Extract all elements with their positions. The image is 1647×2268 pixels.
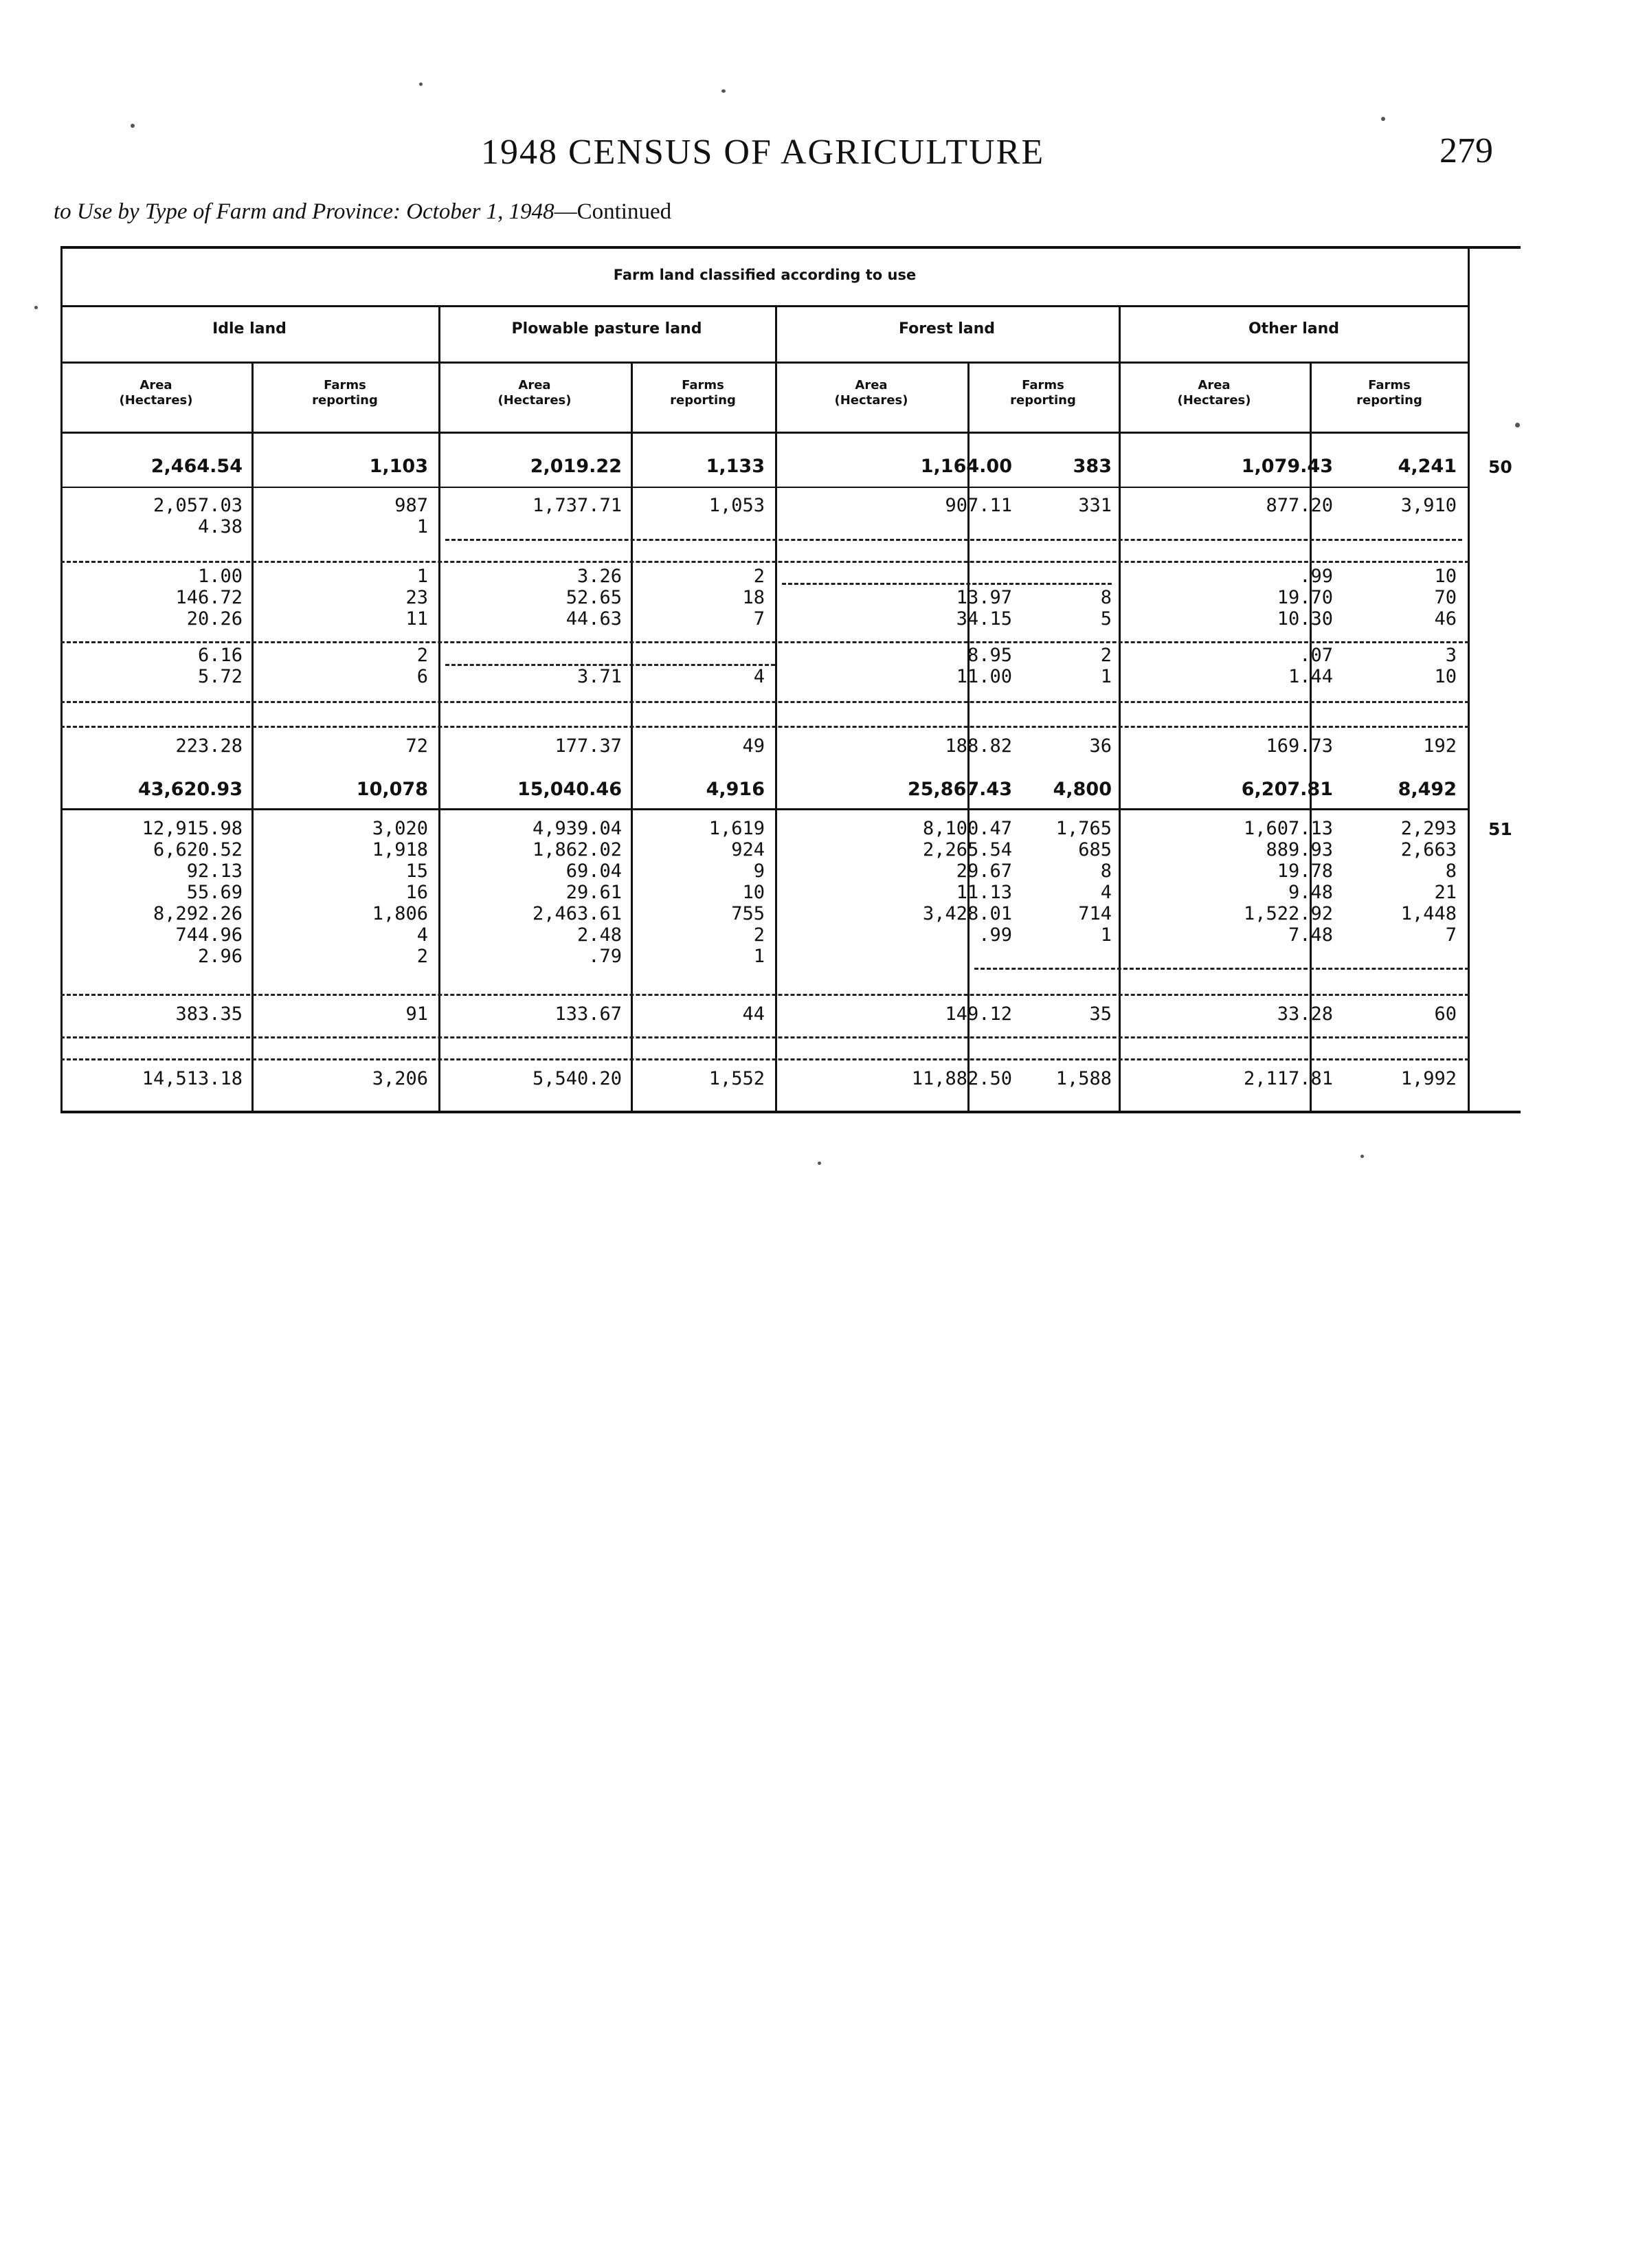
table-cell: 2,019.22 <box>530 456 622 477</box>
table-cell: 3,910 <box>1400 495 1457 516</box>
scan-speck <box>1360 1155 1364 1158</box>
table-cell: 2 6 <box>416 645 428 687</box>
table-cell: 2,293 2,663 8 21 1,448 7 <box>1400 818 1457 946</box>
scan-speck <box>419 82 423 86</box>
table-cell: 1,053 <box>708 495 765 516</box>
dashed-separator <box>60 994 1469 996</box>
table-cell: 8 5 <box>1100 587 1112 630</box>
table-cell: 4,916 <box>706 779 765 800</box>
table-cell: 12,915.98 6,620.52 92.13 55.69 8,292.26 744.96 2.96 <box>142 818 243 967</box>
dashed-separator <box>782 583 1112 585</box>
group-header-pasture: Plowable pasture land <box>511 320 702 337</box>
table-cell: 8,100.47 2,265.54 29.67 11.13 3,428.01 .99 <box>922 818 1012 946</box>
table-cell: 223.28 <box>175 735 243 757</box>
group-head-rule <box>60 362 1469 364</box>
table-cell: 2,117.81 <box>1243 1068 1333 1089</box>
sub-header-farms: Farms reporting <box>1010 378 1076 408</box>
dashed-separator <box>445 539 1462 541</box>
right-border <box>1468 246 1470 1113</box>
dashed-separator <box>974 968 1469 970</box>
table-cell: .99 19.70 10.30 <box>1277 566 1333 630</box>
table-cell: 36 <box>1089 735 1112 757</box>
sub-header-area: Area (Hectares) <box>1177 378 1251 408</box>
table-cell: 6,207.81 <box>1241 779 1333 800</box>
col-divider <box>251 362 254 1113</box>
super-header: Farm land classified according to use <box>613 267 917 283</box>
table-cell: 1 23 11 <box>405 566 428 630</box>
table-cell: 192 <box>1423 735 1457 757</box>
sub-header-farms: Farms reporting <box>1356 378 1422 408</box>
row6-bottom-rule <box>60 808 1469 810</box>
data-table <box>60 246 1521 1113</box>
table-cell: 987 1 <box>394 495 428 537</box>
table-cell: 91 <box>405 1003 428 1025</box>
dashed-separator <box>60 701 1469 703</box>
table-cell: 72 <box>405 735 428 757</box>
left-border <box>60 246 63 1113</box>
table-cell: 1,079.43 <box>1241 456 1333 477</box>
table-cell: 1,552 <box>708 1068 765 1089</box>
table-cell: 3 10 <box>1434 645 1457 687</box>
table-cell: 2 1 <box>1100 645 1112 687</box>
table-cell: 60 <box>1434 1003 1457 1025</box>
dashed-separator <box>60 641 1469 643</box>
table-cell: 4 <box>753 666 765 687</box>
group-header-idle: Idle land <box>212 320 287 337</box>
row1-bottom-rule <box>60 487 1469 488</box>
table-cell: 8,492 <box>1398 779 1457 800</box>
subtitle-text: to Use by Type of Farm and Province: October 1, 1948 <box>54 199 554 224</box>
col-divider <box>775 305 777 1113</box>
sub-header-area: Area (Hectares) <box>834 378 908 408</box>
table-cell: .07 1.44 <box>1288 645 1333 687</box>
scan-speck <box>34 306 38 309</box>
table-cell: 1,765 685 8 4 714 1 <box>1055 818 1112 946</box>
header-bottom-rule <box>60 432 1469 434</box>
scan-speck <box>131 124 135 128</box>
table-top-rule <box>60 246 1521 249</box>
table-cell: 11,882.50 <box>911 1068 1012 1089</box>
sub-header-farms: Farms reporting <box>670 378 736 408</box>
table-cell: 3.26 52.65 44.63 <box>565 566 622 630</box>
col-divider <box>1119 305 1121 1113</box>
dashed-separator <box>60 561 1469 563</box>
super-head-rule <box>60 305 1469 307</box>
table-cell: 35 <box>1089 1003 1112 1025</box>
table-cell: 8.95 11.00 <box>956 645 1012 687</box>
line-number: 51 <box>1488 819 1512 839</box>
table-cell: 10 70 46 <box>1434 566 1457 630</box>
table-cell: 2 18 7 <box>742 566 765 630</box>
table-cell: 877.20 <box>1266 495 1333 516</box>
page-number: 279 <box>1439 131 1493 170</box>
table-cell: 1.00 146.72 20.26 <box>175 566 243 630</box>
table-subtitle <box>54 199 671 225</box>
table-cell: 49 <box>742 735 765 757</box>
table-cell: 383 <box>1073 456 1112 477</box>
table-cell: 331 <box>1078 495 1112 516</box>
dashed-separator <box>60 1058 1469 1060</box>
subtitle-suffix: —Continued <box>554 199 672 224</box>
table-cell: 907.11 <box>945 495 1012 516</box>
table-cell: 3,206 <box>372 1068 428 1089</box>
group-header-other: Other land <box>1248 320 1340 337</box>
table-cell: 1,992 <box>1400 1068 1457 1089</box>
table-cell: 6.16 5.72 <box>197 645 243 687</box>
table-cell: 133.67 <box>554 1003 622 1025</box>
table-cell: 15,040.46 <box>517 779 622 800</box>
scan-speck <box>818 1161 821 1165</box>
scan-speck <box>721 89 726 93</box>
table-cell: 25,867.43 <box>907 779 1012 800</box>
table-cell: 177.37 <box>554 735 622 757</box>
scan-speck <box>1515 423 1520 427</box>
table-cell: 1,103 <box>369 456 428 477</box>
col-divider <box>438 305 440 1113</box>
dashed-separator <box>60 726 1469 728</box>
running-head: 1948 CENSUS OF AGRICULTURE <box>481 133 1045 172</box>
table-cell: 3.71 <box>576 666 622 687</box>
table-cell: 149.12 <box>945 1003 1012 1025</box>
table-bottom-rule <box>60 1111 1521 1113</box>
table-cell: 3,020 1,918 15 16 1,806 4 2 <box>372 818 428 967</box>
scan-speck <box>1381 117 1385 121</box>
table-cell: 4,800 <box>1053 779 1112 800</box>
table-cell: 1,737.71 <box>532 495 622 516</box>
table-cell: 4,241 <box>1398 456 1457 477</box>
table-cell: 44 <box>742 1003 765 1025</box>
table-cell: 33.28 <box>1277 1003 1333 1025</box>
dashed-separator <box>60 1036 1469 1038</box>
table-cell: 13.97 34.15 <box>956 587 1012 630</box>
table-cell: 43,620.93 <box>137 779 243 800</box>
table-cell: 5,540.20 <box>532 1068 622 1089</box>
table-cell: 188.82 <box>945 735 1012 757</box>
table-cell: 1,164.00 <box>920 456 1012 477</box>
page-header <box>0 125 1647 187</box>
table-cell: 10,078 <box>356 779 428 800</box>
table-cell: 1,619 924 9 10 755 2 1 <box>708 818 765 967</box>
table-cell: 1,607.13 889.93 19.78 9.48 1,522.92 7.48 <box>1243 818 1333 946</box>
table-cell: 383.35 <box>175 1003 243 1025</box>
table-cell: 169.73 <box>1266 735 1333 757</box>
table-cell: 2,057.03 4.38 <box>153 495 243 537</box>
table-cell: 2,464.54 <box>150 456 243 477</box>
col-divider <box>631 362 633 1113</box>
table-cell: 4,939.04 1,862.02 69.04 29.61 2,463.61 2.48 .79 <box>532 818 622 967</box>
table-cell: 14,513.18 <box>142 1068 243 1089</box>
line-number: 50 <box>1488 457 1512 477</box>
sub-header-farms: Farms reporting <box>312 378 378 408</box>
sub-header-area: Area (Hectares) <box>497 378 572 408</box>
group-header-forest: Forest land <box>898 320 996 337</box>
sub-header-area: Area (Hectares) <box>119 378 193 408</box>
table-cell: 1,588 <box>1055 1068 1112 1089</box>
table-cell: 1,133 <box>706 456 765 477</box>
